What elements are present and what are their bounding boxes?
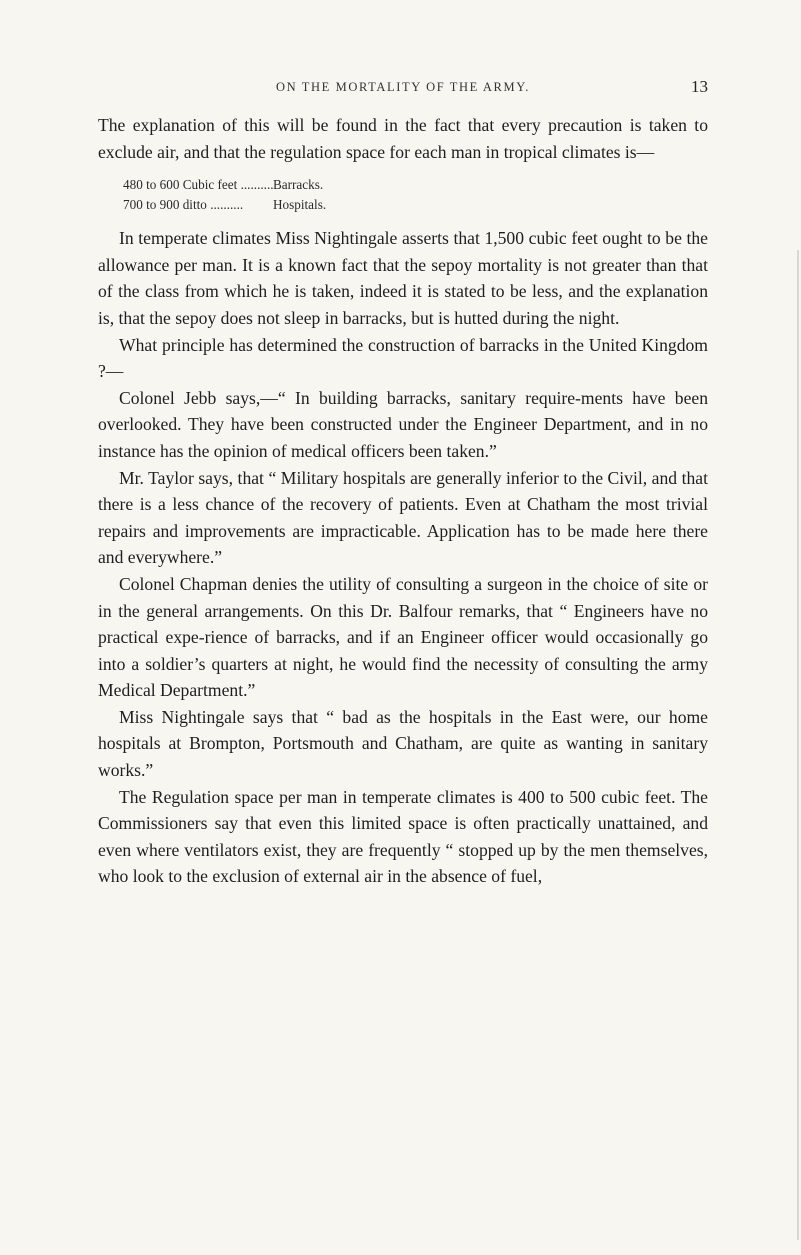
- running-head: [98, 77, 708, 100]
- table-row: [98, 195, 708, 215]
- running-title: ON THE MORTALITY OF THE ARMY.: [276, 80, 530, 94]
- building-type: Hospitals.: [273, 197, 327, 213]
- cubic-feet-range: 700 to 900 ditto ..........: [123, 197, 244, 213]
- building-type: Barracks.: [273, 177, 324, 193]
- paragraph: Colonel Jebb says,—“ In building barracks, sanitary require-ments have been overlooked. They have been constructed under the Engineer Department, and in no instance has the opinion of medical officers been taken.”: [98, 387, 708, 461]
- page-edge-shadow: [797, 250, 799, 1240]
- paragraph: Colonel Chapman denies the utility of consulting a surgeon in the choice of site or in the general arrangements. On this Dr. Balfour remarks, that “ Engineers have no practical expe-rience of barracks, and if an Engineer officer would occasionally go into a soldier’s quarters at night, he would find the necessity of consulting the army Medical Department.”: [98, 573, 708, 701]
- cubic-feet-range: 480 to 600 Cubic feet ..........: [123, 177, 274, 193]
- paragraph: What principle has determined the construction of barracks in the United Kingdom ?—: [98, 334, 708, 382]
- table-row: [98, 175, 708, 195]
- paragraph: The Regulation space per man in temperate climates is 400 to 500 cubic feet. The Commissioners say that even this limited space is often practically unattained, and even where ventilators exist, they are frequently “ stopped up by the men themselves, who look to the exclusion of external air in the absence of fuel,: [98, 786, 708, 887]
- space-regulation-table: [98, 175, 708, 215]
- paragraph: The explanation of this will be found in the fact that every precaution is taken to exclude air, and that the regulation space for each man in tropical climates is—: [98, 115, 708, 162]
- page-number: 13: [691, 77, 708, 96]
- paragraph: Mr. Taylor says, that “ Military hospitals are generally inferior to the Civil, and that there is a less chance of the recovery of patients. Even at Chatham the most trivial repairs and improvements are impracticable. Application has to be made here there and everywhere.”: [98, 467, 708, 568]
- paragraph: Miss Nightingale says that “ bad as the hospitals in the East were, our home hospitals at Brompton, Portsmouth and Chatham, are quite as wanting in sanitary works.”: [98, 706, 708, 781]
- body-text: [98, 112, 708, 890]
- paragraph: In temperate climates Miss Nightingale asserts that 1,500 cubic feet ought to be the allowance per man. It is a known fact that the sepoy mortality is not greater than that of the class from which he is taken, indeed it is stated to be less, and the explanation is, that the sepoy does not sleep in barracks, but is hutted during the night.: [98, 228, 708, 328]
